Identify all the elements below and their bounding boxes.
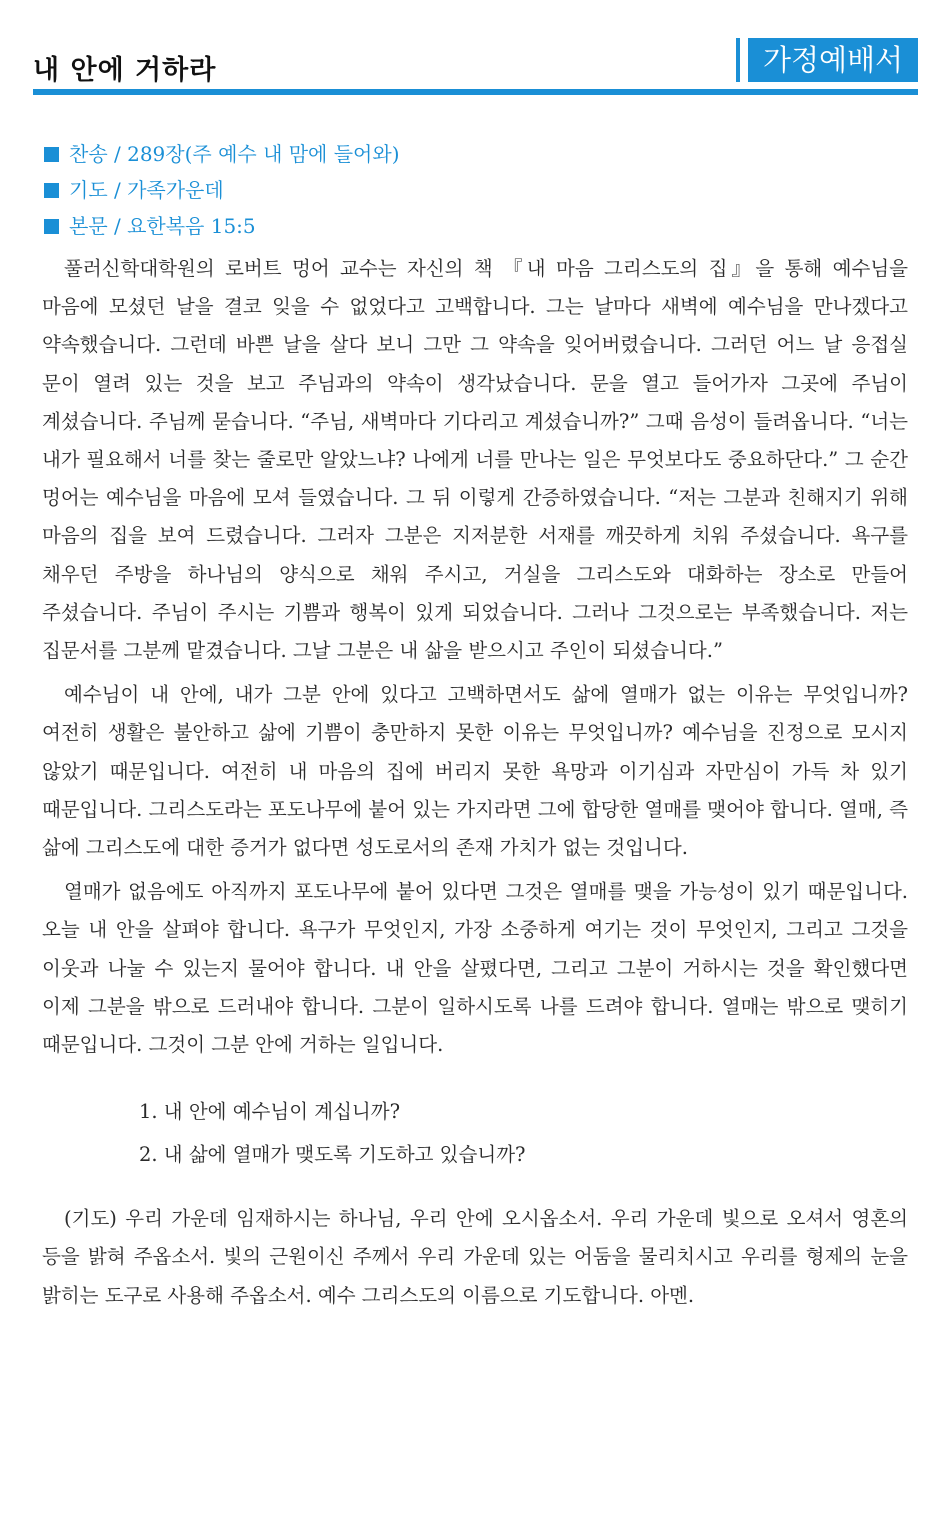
section-label: 가정예배서 — [748, 38, 918, 82]
square-bullet-icon — [44, 147, 59, 162]
square-bullet-icon — [44, 219, 59, 234]
hymn-text: 찬송 / 289장(주 예수 내 맘에 들어와) — [69, 142, 400, 166]
reflection-question: 2. 내 삶에 열매가 맺도록 기도하고 있습니까? — [139, 1143, 526, 1167]
prayer-line — [44, 172, 904, 208]
page-title: 내 안에 거하라 — [33, 55, 217, 86]
prayer-text: 기도 / 가족가운데 — [69, 178, 224, 202]
square-bullet-icon — [44, 183, 59, 198]
scripture-text: 본문 / 요한복음 15:5 — [69, 214, 256, 238]
section-label-accent-bar — [736, 38, 740, 82]
body-paragraph: 열매가 없음에도 아직까지 포도나무에 붙어 있다면 그것은 열매를 맺을 가능성이 있기 때문입니다. 오늘 내 안을 살펴야 합니다. 욕구가 무엇인지, 가장 소중하게 여기는 것이 무엇인지, 그리고 그것을 이웃과 나눌 수 있는지 물어야 합니다. 내 안을 살폈다면, 그리고 그분이 거하시는 것을 확인했다면 이제 그분을 밖으로 드러내야 합니다. 그분이 일하시도록 나를 드려야 합니다. 열매는 밖으로 맺히기 때문입니다. 그것이 그분 안에 거하는 일입니다. — [42, 880, 908, 1057]
scripture-line — [44, 208, 904, 244]
body-paragraph: 풀러신학대학원의 로버트 멍어 교수는 자신의 책 『내 마음 그리스도의 집』을 통해 예수님을 마음에 모셨던 날을 결코 잊을 수 없었다고 고백합니다. 그는 날마다 새벽에 예수님을 만나겠다고 약속했습니다. 그런데 바쁜 날을 살다 보니 그만 그 약속을 잊어버렸습니다. 그러던 어느 날 응접실 문이 열려 있는 것을 보고 주님과의 약속이 생각났습니다. 문을 열고 들어가자 그곳에 주님이 계셨습니다. 주님께 묻습니다. “주님, 새벽마다 기다리고 계셨습니까?” 그때 음성이 들려옵니다. “너는 내가 필요해서 너를 찾는 줄로만 알았느냐? 나에게 너를 만나는 일은 무엇보다도 중요하단다.” 그 순간 멍어는 예수님을 마음에 모셔 들였습니다. 그 뒤 이렇게 간증하였습니다. “저는 그분과 친해지기 위해 마음의 집을 보여 드렸습니다. 그러자 그분은 지저분한 서재를 깨끗하게 치워 주셨습니다. 욕구를 채우던 주방을 하나님의 양식으로 채워 주시고, 거실을 그리스도와 대화하는 장소로 만들어 주셨습니다. 주님이 주시는 기쁨과 행복이 있게 되었습니다. 그러나 그것으로는 부족했습니다. 저는 집문서를 그분께 맡겼습니다. 그날 그분은 내 삶을 받으시고 주인이 되셨습니다.” — [42, 257, 908, 663]
header-divider — [33, 89, 918, 95]
page-header — [33, 36, 918, 98]
reflection-questions — [139, 1090, 908, 1176]
devotional-body — [42, 250, 908, 1315]
worship-info — [44, 136, 904, 244]
reflection-question: 1. 내 안에 예수님이 계십니까? — [139, 1100, 401, 1124]
body-paragraph: 예수님이 내 안에, 내가 그분 안에 있다고 고백하면서도 삶에 열매가 없는 이유는 무엇입니까? 여전히 생활은 불안하고 삶에 기쁨이 충만하지 못한 이유는 무엇입니까? 예수님을 진정으로 모시지 않았기 때문입니다. 여전히 내 마음의 집에 버리지 못한 욕망과 이기심과 자만심이 가득 차 있기 때문입니다. 그리스도라는 포도나무에 붙어 있는 가지라면 그에 합당한 열매를 맺어야 합니다. 열매, 즉 삶에 그리스도에 대한 증거가 없다면 성도로서의 존재 가치가 없는 것입니다. — [42, 683, 908, 860]
hymn-line — [44, 136, 904, 172]
closing-prayer: (기도) 우리 가운데 임재하시는 하나님, 우리 안에 오시옵소서. 우리 가운데 빛으로 오셔서 영혼의 등을 밝혀 주옵소서. 빛의 근원이신 주께서 우리 가운데 있는 어둠을 물리치시고 우리를 형제의 눈을 밝히는 도구로 사용해 주옵소서. 예수 그리스도의 이름으로 기도합니다. 아멘. — [42, 1207, 908, 1307]
